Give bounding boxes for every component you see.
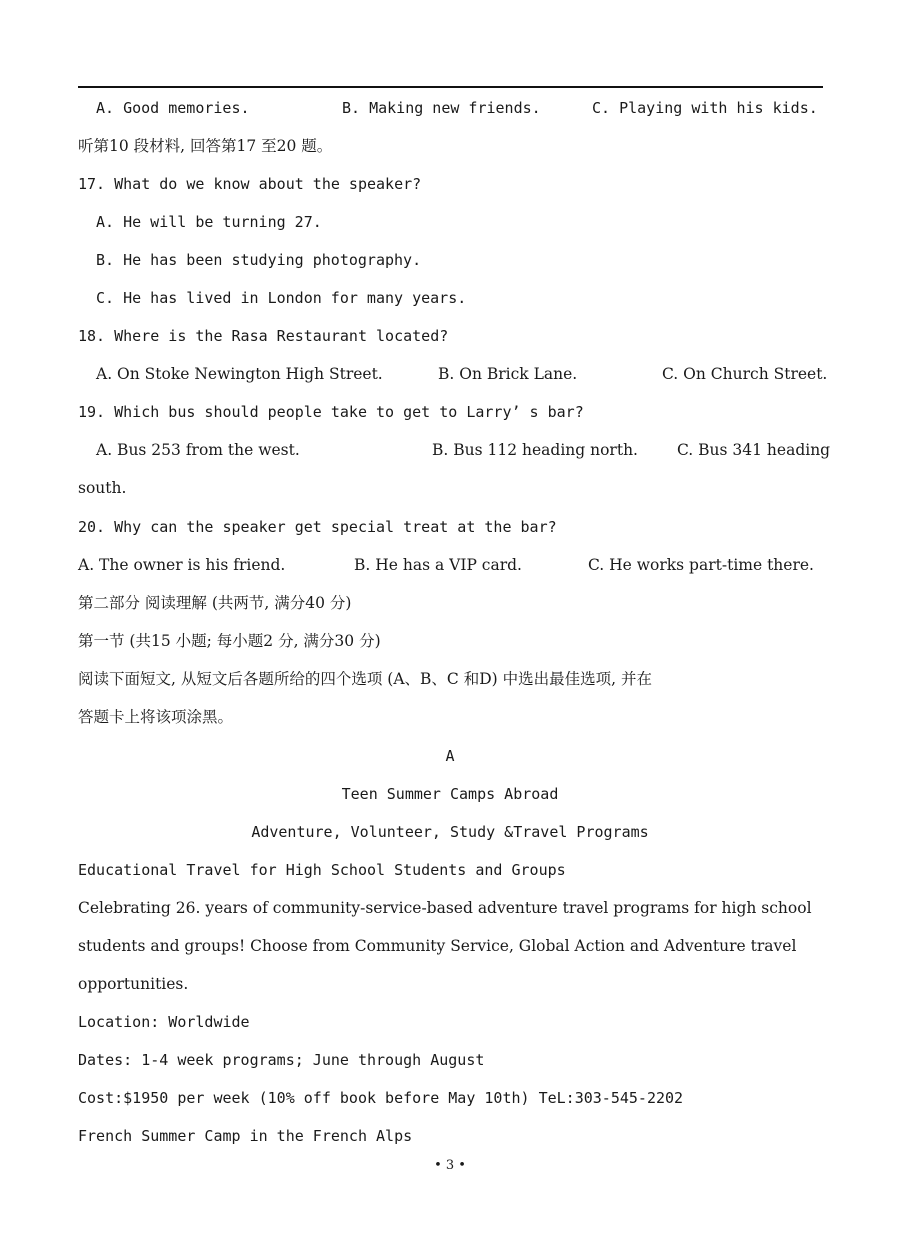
passage-next-heading: French Summer Camp in the French Alps (78, 1127, 413, 1145)
q17-option-b: B. He has been studying photography. (96, 251, 422, 269)
q17-stem: 17. What do we know about the speaker? (78, 175, 422, 193)
reading-instruction-line1: 阅读下面短文, 从短文后各题所给的四个选项 (A、B、C 和D) 中选出最佳选项, 并在 (78, 670, 652, 688)
reading-instruction-line2: 答题卡上将该项涂黑。 (78, 708, 234, 726)
top-rule (78, 86, 823, 88)
q19-option-c: C. Bus 341 heading (677, 441, 831, 459)
section2-title: 第二部分 阅读理解 (共两节, 满分40 分) (78, 594, 352, 612)
passage-cost: Cost:$1950 per week (10% off book before May 10th) TeL:303-545-2202 (78, 1089, 684, 1107)
page-number: • 3 • (434, 1158, 466, 1173)
q19-option-c-continued: south. (78, 479, 127, 497)
q20-option-a: A. The owner is his friend. (78, 556, 286, 574)
q16-option-a: A. Good memories. (96, 99, 250, 117)
q20-stem: 20. Why can the speaker get special treat at the bar? (78, 518, 557, 536)
q19-stem: 19. Which bus should people take to get to Larry’ s bar? (78, 403, 584, 421)
q18-option-a: A. On Stoke Newington High Street. (96, 365, 383, 383)
q16-option-b: B. Making new friends. (342, 99, 541, 117)
q20-option-c: C. He works part-time there. (588, 556, 814, 574)
q16-option-c: C. Playing with his kids. (592, 99, 818, 117)
q18-option-b: B. On Brick Lane. (438, 365, 578, 383)
passage-dates: Dates: 1-4 week programs; June through August (78, 1051, 485, 1069)
q18-stem: 18. Where is the Rasa Restaurant located? (78, 327, 449, 345)
section2-part1-title: 第一节 (共15 小题; 每小题2 分, 满分30 分) (78, 632, 381, 650)
instruction-17-20: 听第10 段材料, 回答第17 至20 题。 (78, 137, 333, 155)
q19-option-b: B. Bus 112 heading north. (432, 441, 638, 459)
q20-option-b: B. He has a VIP card. (354, 556, 522, 574)
q17-option-a: A. He will be turning 27. (96, 213, 322, 231)
passage-heading: Educational Travel for High School Students and Groups (78, 861, 566, 879)
passage-subtitle: Adventure, Volunteer, Study &Travel Programs (251, 823, 649, 841)
q19-option-a: A. Bus 253 from the west. (96, 441, 300, 459)
passage-title: Teen Summer Camps Abroad (341, 785, 559, 803)
passage-body-line3: opportunities. (78, 975, 189, 993)
passage-body-line2: students and groups! Choose from Community Service, Global Action and Adventure travel (78, 937, 797, 955)
passage-location: Location: Worldwide (78, 1013, 250, 1031)
passage-body-line1: Celebrating 26. years of community-service-based adventure travel programs for high school (78, 899, 812, 917)
q17-option-c: C. He has lived in London for many years. (96, 289, 467, 307)
q18-option-c: C. On Church Street. (662, 365, 828, 383)
passage-letter: A (445, 747, 455, 765)
